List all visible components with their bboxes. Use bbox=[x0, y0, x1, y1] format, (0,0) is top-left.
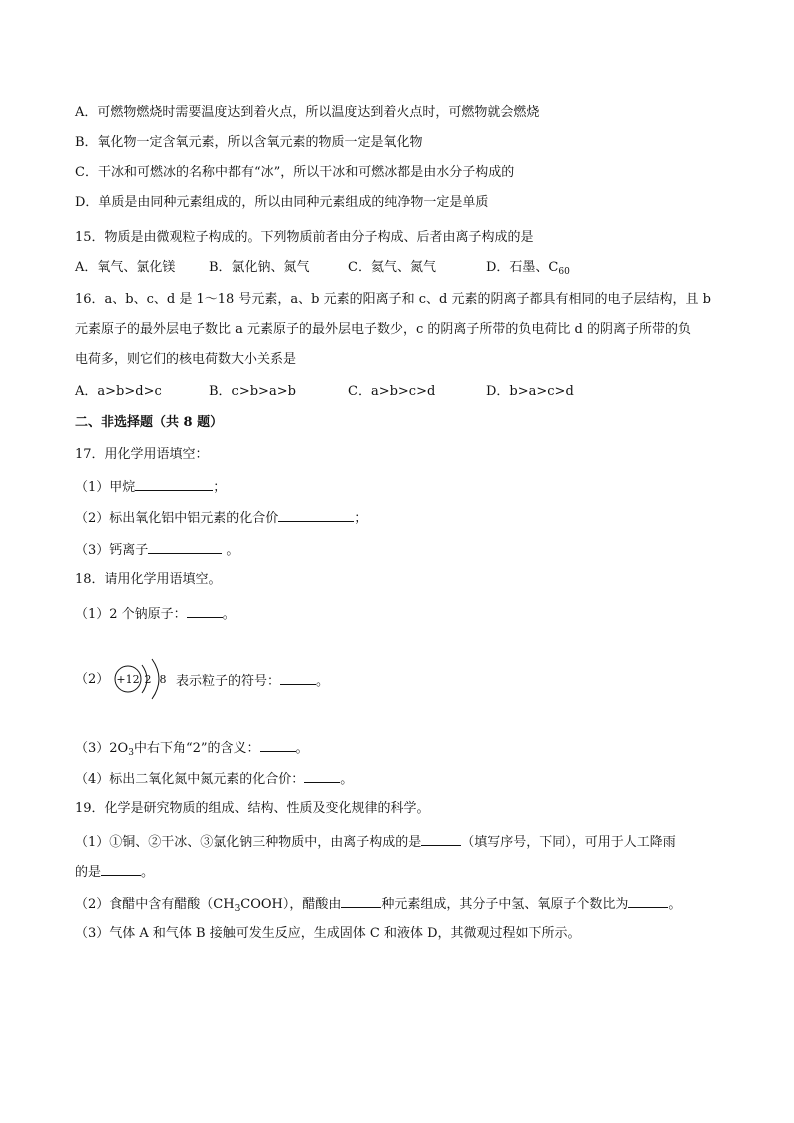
q14-option-d: D．单质是由同种元素组成的，所以由同种元素组成的纯净物一定是单质 bbox=[75, 195, 489, 210]
answer-blank[interactable] bbox=[148, 540, 222, 554]
q18-part-2-text: 表示粒子的符号： 。 bbox=[176, 671, 329, 691]
nucleus-charge: +12 bbox=[116, 673, 140, 686]
q17-part-2: （2）标出氧化铝中铝元素的化合价 ； bbox=[75, 508, 367, 528]
q19-part-1-cont: 的是 。 bbox=[75, 862, 154, 882]
q19-part-2: （2）食醋中含有醋酸$(CH_3COOH)$，醋酸由 种元素组成，其分子中氢、氧原子个数比为 。 bbox=[75, 894, 681, 918]
q15-stem: 15．物质是由微观粒子构成的。下列物质前者由分子构成、后者由离子构成的是 bbox=[75, 230, 534, 245]
q16-line-2: 元素原子的最外层电子数比 a 元素原子的最外层电子数少，c 的阴离子所带的负电荷比 d 的阴离子所带的负 bbox=[75, 322, 692, 337]
section-heading: 二、非选择题（共 8 题） bbox=[75, 415, 224, 430]
q17-part-1: （1）甲烷 ； bbox=[75, 477, 226, 497]
q16-line-3: 电荷多，则它们的核电荷数大小关系是 bbox=[75, 352, 297, 367]
q14-option-c: C．干冰和可燃冰的名称中都有“冰”，所以干冰和可燃冰都是由水分子构成的 bbox=[75, 165, 515, 180]
q17-part-3: （3）钙离子 。 bbox=[75, 540, 239, 560]
q16-option-b: B．c>b>a>b bbox=[209, 384, 296, 399]
q18-part-4: （4）标出二氧化氮中氮元素的化合价： 。 bbox=[75, 769, 353, 789]
answer-blank[interactable] bbox=[101, 862, 141, 876]
answer-blank[interactable] bbox=[280, 671, 316, 685]
q14-option-a: A．可燃物燃烧时需要温度达到着火点，所以温度达到着火点时，可燃物就会燃烧 bbox=[75, 105, 540, 120]
answer-blank[interactable] bbox=[135, 477, 213, 491]
q19-part-1: （1）①铜、②干冰、③氯化钠三种物质中，由离子构成的是 （填写序号，下同），可用于人工降雨 bbox=[75, 832, 676, 852]
answer-blank[interactable] bbox=[187, 604, 223, 618]
q16-line-1: 16．a、b、c、d 是 1～18 号元素，a、b 元素的阳离子和 c、d 元素的阴离子都具有相同的电子层结构，且 b bbox=[75, 292, 711, 307]
q18-part-1: （1）2 个钠原子： 。 bbox=[75, 604, 236, 624]
q16-option-d: D．b>a>c>d bbox=[486, 384, 574, 399]
q15-option-a: A．氧气、氯化镁 bbox=[75, 260, 176, 275]
q16-option-c: C．a>b>c>d bbox=[348, 384, 436, 399]
answer-blank[interactable] bbox=[341, 894, 381, 908]
q17-stem: 17．用化学用语填空： bbox=[75, 447, 209, 462]
q19-stem: 19．化学是研究物质的组成、结构、性质及变化规律的科学。 bbox=[75, 801, 430, 816]
q14-option-b: B．氧化物一定含氧元素，所以含氧元素的物质一定是氧化物 bbox=[75, 135, 423, 150]
q16-option-a: A．a>b>d>c bbox=[75, 384, 162, 399]
answer-blank[interactable] bbox=[260, 738, 296, 752]
q18-part-3: $(3)2O_3$中右下角“2”的含义： 。 bbox=[75, 738, 309, 762]
answer-blank[interactable] bbox=[304, 769, 340, 783]
electron-shell-2 bbox=[152, 659, 159, 699]
shell-2-electrons: 8 bbox=[159, 673, 167, 686]
answer-blank[interactable] bbox=[421, 832, 461, 846]
q18-stem: 18．请用化学用语填空。 bbox=[75, 572, 222, 587]
q15-option-c: C．氦气、氮气 bbox=[348, 260, 436, 275]
q15-option-d: D．石墨、$C_{60}$ bbox=[486, 260, 570, 277]
q15-option-b: B．氯化钠、氮气 bbox=[209, 260, 310, 275]
q18-part-2-label: （2） bbox=[75, 672, 110, 687]
answer-blank[interactable] bbox=[628, 894, 668, 908]
answer-blank[interactable] bbox=[278, 508, 354, 522]
q19-part-3: （3）气体 A 和气体 B 接触可发生反应，生成固体 C 和液体 D，其微观过程如下所示。 bbox=[75, 926, 581, 941]
shell-1-electrons: 2 bbox=[144, 673, 152, 686]
